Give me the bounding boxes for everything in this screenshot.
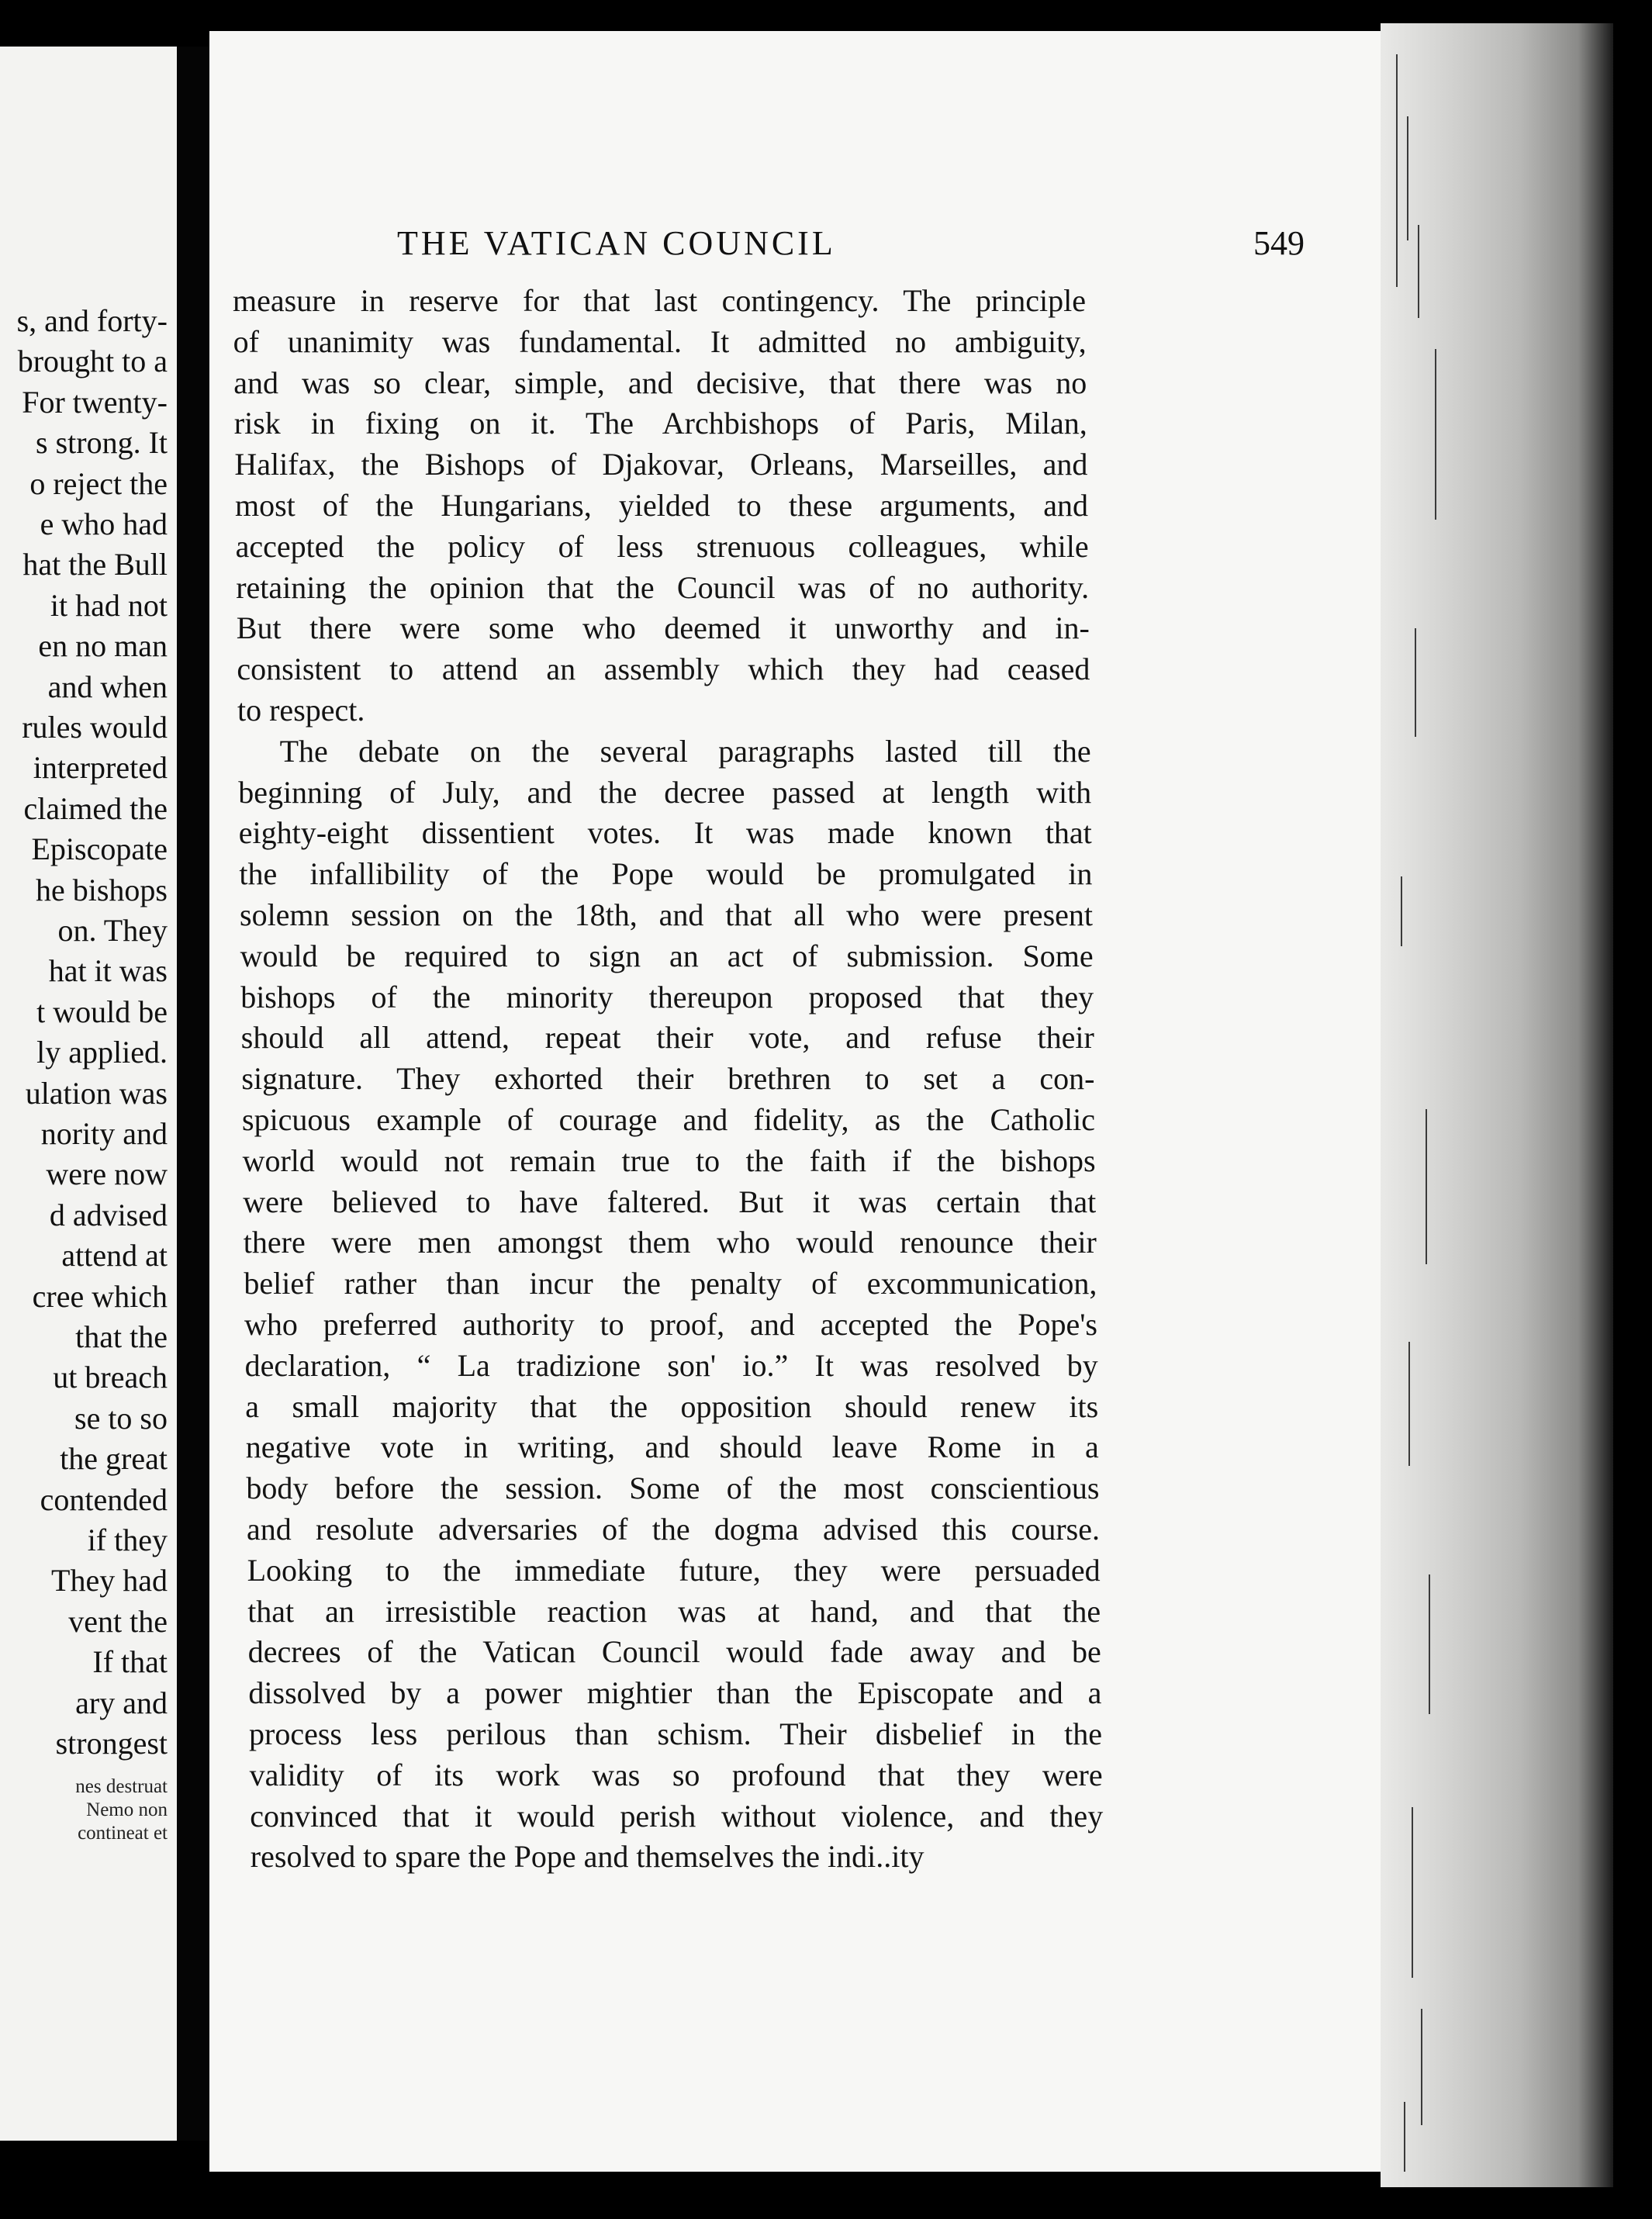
page-edge-stroke — [1426, 1109, 1427, 1264]
body-text-line: The debate on the several paragraphs lasted till the — [279, 733, 1091, 769]
left-page-line: the great — [60, 1441, 168, 1477]
body-text-line: validity of its work was so profound that they were — [249, 1757, 1103, 1792]
left-page-line: if they — [87, 1523, 168, 1557]
left-page-line: t would be — [36, 994, 168, 1029]
page-number: 549 — [1253, 224, 1305, 262]
left-page-line: If that — [92, 1644, 168, 1680]
left-page-line: strongest — [55, 1726, 168, 1761]
left-page-line: ulation was — [25, 1075, 168, 1111]
body-text-line: convinced that it would perish without violence, and they — [250, 1798, 1104, 1834]
left-page-line: ly applied. — [36, 1035, 168, 1070]
left-page-line: e who had — [40, 506, 168, 541]
running-title: THE VATICAN COUNCIL — [397, 224, 836, 262]
left-page-line: Episcopate — [31, 831, 168, 867]
body-text-line: But there were some who deemed it unworthy and in- — [236, 610, 1090, 646]
body-text-line: beginning of July, and the decree passed at length with — [238, 774, 1092, 810]
body-text-line: that an irresistible reaction was at hand, and that the — [247, 1593, 1101, 1629]
body-text-line: spicuous example of courage and fidelity, as the Catholic — [242, 1102, 1095, 1137]
page-fore-edge — [1381, 23, 1613, 2187]
body-text-line: there were men amongst them who would renounce their — [243, 1225, 1097, 1260]
body-text-line: process less perilous than schism. Their disbelief in the — [249, 1716, 1102, 1751]
body-text-line: measure in reserve for that last contingency. The principle — [233, 283, 1086, 318]
body-text-line: and was so clear, simple, and decisive, that there was no — [233, 365, 1087, 400]
page-edge-stroke — [1429, 1574, 1430, 1714]
body-text-line: would be required to sign an act of submission. Some — [240, 938, 1094, 973]
body-text-line: the infallibility of the Pope would be promulgated in — [239, 856, 1093, 892]
running-header — [397, 223, 1305, 278]
body-text-line: and resolute adversaries of the dogma advised this course. — [247, 1512, 1100, 1547]
body-text-line: of unanimity was fundamental. It admitted no ambiguity, — [233, 323, 1087, 359]
book-page — [209, 31, 1419, 2172]
left-page-line: interpreted — [33, 750, 168, 786]
left-page-line: d advised — [49, 1197, 168, 1232]
body-text-line: most of the Hungarians, yielded to these arguments, and — [235, 488, 1088, 523]
body-text-line: dissolved by a power mightier than the Episcopate and a — [248, 1675, 1102, 1711]
page-edge-stroke — [1404, 2102, 1405, 2172]
left-page-line: s, and forty- — [16, 303, 168, 338]
page-edge-stroke — [1396, 54, 1398, 287]
left-page-line: ary and — [75, 1685, 168, 1720]
left-page-line: cree which — [32, 1278, 168, 1314]
body-text-line: belief rather than incur the penalty of excommunication, — [244, 1266, 1097, 1301]
body-text-line: Halifax, the Bishops of Djakovar, Orleans, Marseilles, and — [234, 447, 1088, 482]
left-page-line: o reject the — [29, 465, 168, 501]
body-text-line: who preferred authority to proof, and accepted the Pope's — [244, 1307, 1097, 1342]
left-page-line: contended — [40, 1481, 168, 1517]
left-page-line: s strong. It — [36, 425, 168, 461]
book-gutter — [177, 47, 209, 2141]
body-text-line: bishops of the minority thereupon proposed that they — [240, 979, 1094, 1014]
left-page-line: that the — [75, 1319, 168, 1354]
left-page-line: hat it was — [48, 953, 168, 989]
body-text-line: resolved to spare the Pope and themselves the indi..ity — [250, 1839, 924, 1875]
page-edge-stroke — [1421, 2009, 1422, 2125]
body-text-line: signature. They exhorted their brethren to set a con- — [241, 1061, 1095, 1097]
page-edge-stroke — [1412, 1807, 1413, 1978]
left-page-line: vent the — [68, 1603, 168, 1639]
left-page-line: were now — [46, 1156, 168, 1192]
left-page-line: on. They — [57, 913, 168, 948]
body-text-line: world would not remain true to the faith if the bishops — [242, 1142, 1096, 1178]
body-text-line: risk in fixing on it. The Archbishops of Paris, Milan, — [233, 406, 1087, 441]
body-text-line: eighty-eight dissentient votes. It was made known that — [238, 815, 1092, 851]
body-text-line: solemn session on the 18th, and that all who were present — [240, 897, 1093, 932]
left-page-line: he bishops — [36, 872, 168, 907]
body-text-line: negative vote in writing, and should leave Rome in a — [245, 1429, 1099, 1465]
body-text-line: Looking to the immediate future, they were persuaded — [247, 1552, 1101, 1588]
page-edge-stroke — [1407, 116, 1408, 240]
left-page-line: se to so — [74, 1400, 168, 1436]
left-page-footnote-line: Nemo non — [86, 1799, 168, 1821]
previous-page-edge — [0, 47, 177, 2141]
left-page-line: For twenty- — [22, 384, 168, 420]
page-edge-stroke — [1408, 1342, 1410, 1466]
body-text-line: body before the session. Some of the most conscientious — [246, 1471, 1100, 1506]
body-text-line: a small majority that the opposition should renew its — [245, 1388, 1099, 1424]
left-page-footnote-line: nes destruat — [75, 1776, 168, 1798]
body-text-line: consistent to attend an assembly which they had ceased — [237, 652, 1090, 687]
left-page-line: brought to a — [17, 344, 168, 379]
body-text-line: retaining the opinion that the Council was of no authority. — [236, 569, 1090, 605]
page-edge-stroke — [1435, 349, 1436, 520]
page-edge-stroke — [1401, 876, 1402, 946]
body-text-line: declaration, “ La tradizione son' io.” It was resolved by — [244, 1347, 1098, 1383]
left-page-footnote-line: contineat et — [78, 1823, 168, 1844]
body-text-line: were believed to have faltered. But it was certain that — [243, 1184, 1097, 1219]
left-page-line: hat the Bull — [22, 547, 168, 582]
left-page-line: it had not — [50, 587, 168, 623]
page-edge-stroke — [1415, 628, 1416, 737]
body-text-line: to respect. — [237, 693, 365, 728]
left-page-line: and when — [47, 669, 168, 704]
body-text-line: accepted the policy of less strenuous colleagues, while — [235, 528, 1089, 564]
left-page-line: ut breach — [53, 1360, 168, 1395]
left-page-line: en no man — [38, 628, 168, 664]
left-page-line: claimed the — [23, 790, 168, 826]
body-text-line: should all attend, repeat their vote, and refuse their — [240, 1020, 1094, 1056]
body-text-line: decrees of the Vatican Council would fade away and be — [247, 1634, 1101, 1670]
left-page-line: They had — [51, 1563, 168, 1599]
left-page-line: attend at — [61, 1238, 168, 1274]
left-page-line: rules would — [22, 710, 168, 745]
left-page-line: nority and — [40, 1116, 168, 1151]
page-edge-stroke — [1418, 225, 1419, 318]
